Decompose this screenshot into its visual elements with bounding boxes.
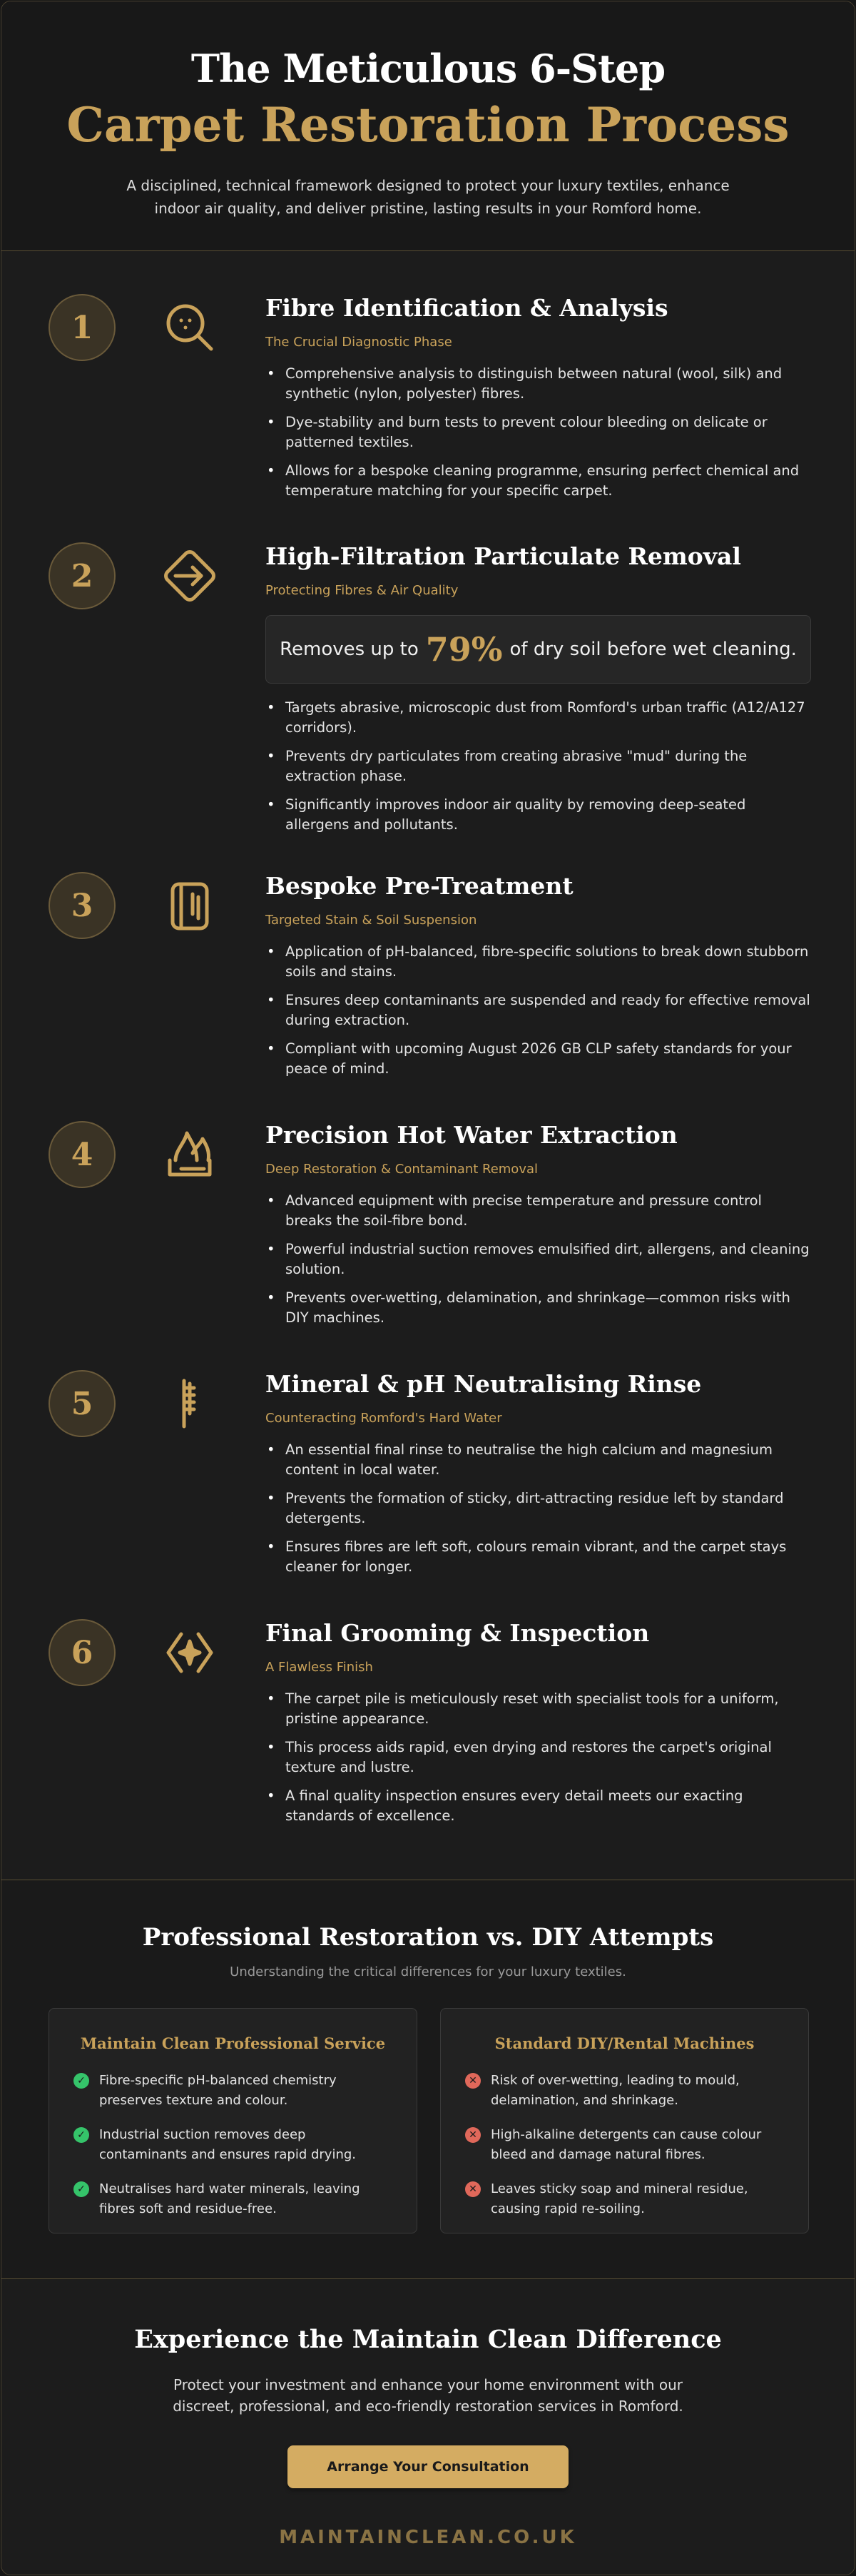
pro-card <box>49 2008 417 2233</box>
bullet-item: • Prevents the formation of sticky, dirt-attracting residue left by standard detergents. <box>265 1489 811 1528</box>
step-bullets <box>265 364 811 501</box>
magnifier-icon <box>160 298 220 358</box>
step-subtitle: Deep Restoration & Contaminant Removal <box>265 1162 539 1177</box>
step-title: Fibre Identification & Analysis <box>265 294 668 322</box>
cta-text: Protect your investment and enhance your home environment with our discreet, professional, and eco-friendly restoration services in Romford. <box>173 2376 683 2415</box>
step-number-badge: 1 <box>49 294 116 361</box>
pro-item <box>73 2125 392 2165</box>
cross-icon: ✕ <box>465 2073 481 2089</box>
bullet-item: • Ensures deep contaminants are suspended and ready for effective removal during extraction. <box>265 990 811 1030</box>
pro-item-text: Neutralises hard water minerals, leaving fibres soft and residue-free. <box>99 2181 360 2216</box>
diy-item-text: High-alkaline detergents can cause colour bleed and damage natural fibres. <box>491 2127 762 2162</box>
diy-item <box>465 2071 784 2111</box>
check-icon: ✓ <box>73 2073 89 2089</box>
step-number-badge: 5 <box>49 1370 116 1437</box>
hero-subtitle: A disciplined, technical framework designed to protect your luxury textiles, enhance indoor air quality, and deliver pristine, lasting results in your Romford home. <box>126 177 730 217</box>
hero-title-line1: The Meticulous 6-Step <box>190 46 666 91</box>
hero-section <box>1 1 855 251</box>
bullet-item: • Powerful industrial suction removes emulsified dirt, allergens, and cleaning solution. <box>265 1239 811 1279</box>
step-number-badge: 2 <box>49 542 116 609</box>
bullet-item: • Comprehensive analysis to distinguish between natural (wool, silk) and synthetic (nylon, polyester) fibres. <box>265 364 811 404</box>
sparkle-diamond-icon <box>160 1623 220 1683</box>
step-bullets <box>265 698 811 835</box>
pro-card-heading: Maintain Clean Professional Service <box>80 2034 386 2052</box>
bullet-item: • This process aids rapid, even drying and restores the carpet's original texture and lustre. <box>265 1738 811 1778</box>
diy-item-text: Risk of over-wetting, leading to mould, delamination, and shrinkage. <box>491 2073 740 2108</box>
step-bullets <box>265 942 811 1079</box>
step-subtitle: Counteracting Romford's Hard Water <box>265 1411 502 1426</box>
cross-icon: ✕ <box>465 2127 481 2143</box>
comparison-section <box>1 1880 855 2279</box>
comparison-subtitle: Understanding the critical differences for your luxury textiles. <box>230 1964 626 1979</box>
stat-value: 79% <box>425 630 503 669</box>
bullet-item: • Allows for a bespoke cleaning programme, ensuring perfect chemical and temperature matching for your specific carpet. <box>265 461 811 501</box>
step-content <box>265 1619 811 1835</box>
diy-card <box>440 2008 809 2233</box>
step-number-badge: 6 <box>49 1619 116 1686</box>
bullet-item: • Ensures fibres are left soft, colours remain vibrant, and the carpet stays cleaner for longer. <box>265 1537 811 1577</box>
stat-box <box>265 615 811 684</box>
step-title: High-Filtration Particulate Removal <box>265 542 741 570</box>
step-bullets <box>265 1689 811 1826</box>
bullet-item: • The carpet pile is meticulously reset with specialist tools for a uniform, pristine appearance. <box>265 1689 811 1729</box>
step-subtitle: Targeted Stain & Soil Suspension <box>265 913 477 928</box>
step-bullets <box>265 1440 811 1577</box>
pro-item-text: Fibre-specific pH-balanced chemistry preserves texture and colour. <box>99 2073 337 2108</box>
pro-item <box>73 2071 392 2111</box>
step-number-badge: 3 <box>49 872 116 939</box>
hero-title-line2: Carpet Restoration Process <box>66 97 790 153</box>
cta-title: Experience the Maintain Clean Difference <box>134 2325 722 2354</box>
step-title: Precision Hot Water Extraction <box>265 1121 678 1149</box>
diy-item <box>465 2179 784 2219</box>
cta-section <box>1 2279 855 2548</box>
bullet-item: • Significantly improves indoor air quality by removing deep-seated allergens and pollutants. <box>265 795 811 835</box>
diamond-arrow-icon <box>160 546 220 606</box>
water-drops-icon <box>160 1125 220 1185</box>
diy-card-heading: Standard DIY/Rental Machines <box>494 2034 755 2052</box>
comparison-cards <box>49 2008 809 2233</box>
step-title: Final Grooming & Inspection <box>265 1619 650 1647</box>
infographic-frame <box>1 1 855 2575</box>
step-subtitle: A Flawless Finish <box>265 1660 373 1675</box>
step-number-badge: 4 <box>49 1121 116 1188</box>
arrange-consultation-button[interactable]: Arrange Your Consultation <box>287 2445 569 2488</box>
comparison-title: Professional Restoration vs. DIY Attempts <box>142 1923 714 1952</box>
cross-icon: ✕ <box>465 2181 481 2197</box>
bullet-item: • Prevents dry particulates from creating abrasive "mud" during the extraction phase. <box>265 746 811 786</box>
step-title: Mineral & pH Neutralising Rinse <box>265 1370 702 1398</box>
step-title: Bespoke Pre-Treatment <box>265 872 574 900</box>
bullet-item: • Application of pH-balanced, fibre-specific solutions to break down stubborn soils and stains. <box>265 942 811 982</box>
steps-section <box>1 251 855 1880</box>
step-content <box>265 294 811 509</box>
bullet-item: • Compliant with upcoming August 2026 GB CLP safety standards for your peace of mind. <box>265 1039 811 1079</box>
diy-item <box>465 2125 784 2165</box>
stat-suffix: of dry soil before wet cleaning. <box>509 639 797 660</box>
bullet-item: • Advanced equipment with precise temperature and pressure control breaks the soil-fibre bond. <box>265 1191 811 1231</box>
check-icon: ✓ <box>73 2127 89 2143</box>
bullet-item: • An essential final rinse to neutralise the high calcium and magnesium content in local water. <box>265 1440 811 1480</box>
bullet-item: • Targets abrasive, microscopic dust from Romford's urban traffic (A12/A127 corridors). <box>265 698 811 738</box>
stat-prefix: Removes up to <box>280 639 419 660</box>
brush-icon <box>160 1374 220 1434</box>
step-bullets <box>265 1191 811 1328</box>
bullet-item: • Prevents over-wetting, delamination, and shrinkage—common risks with DIY machines. <box>265 1288 811 1328</box>
step-content <box>265 542 811 843</box>
check-icon: ✓ <box>73 2181 89 2197</box>
step-content <box>265 1370 811 1586</box>
bullet-item: • Dye-stability and burn tests to prevent colour bleeding on delicate or patterned textiles. <box>265 412 811 452</box>
step-content <box>265 1121 811 1337</box>
website-link[interactable]: MAINTAINCLEAN.CO.UK <box>279 2527 577 2548</box>
step-subtitle: Protecting Fibres & Air Quality <box>265 583 459 598</box>
step-content <box>265 872 811 1087</box>
pro-item-text: Industrial suction removes deep contaminants and ensures rapid drying. <box>99 2127 357 2162</box>
step-subtitle: The Crucial Diagnostic Phase <box>265 335 452 350</box>
diy-item-text: Leaves sticky soap and mineral residue, causing rapid re-soiling. <box>491 2181 748 2216</box>
pro-item <box>73 2179 392 2219</box>
bullet-item: • A final quality inspection ensures every detail meets our exacting standards of excellence. <box>265 1786 811 1826</box>
spray-bottle-icon <box>160 876 220 935</box>
